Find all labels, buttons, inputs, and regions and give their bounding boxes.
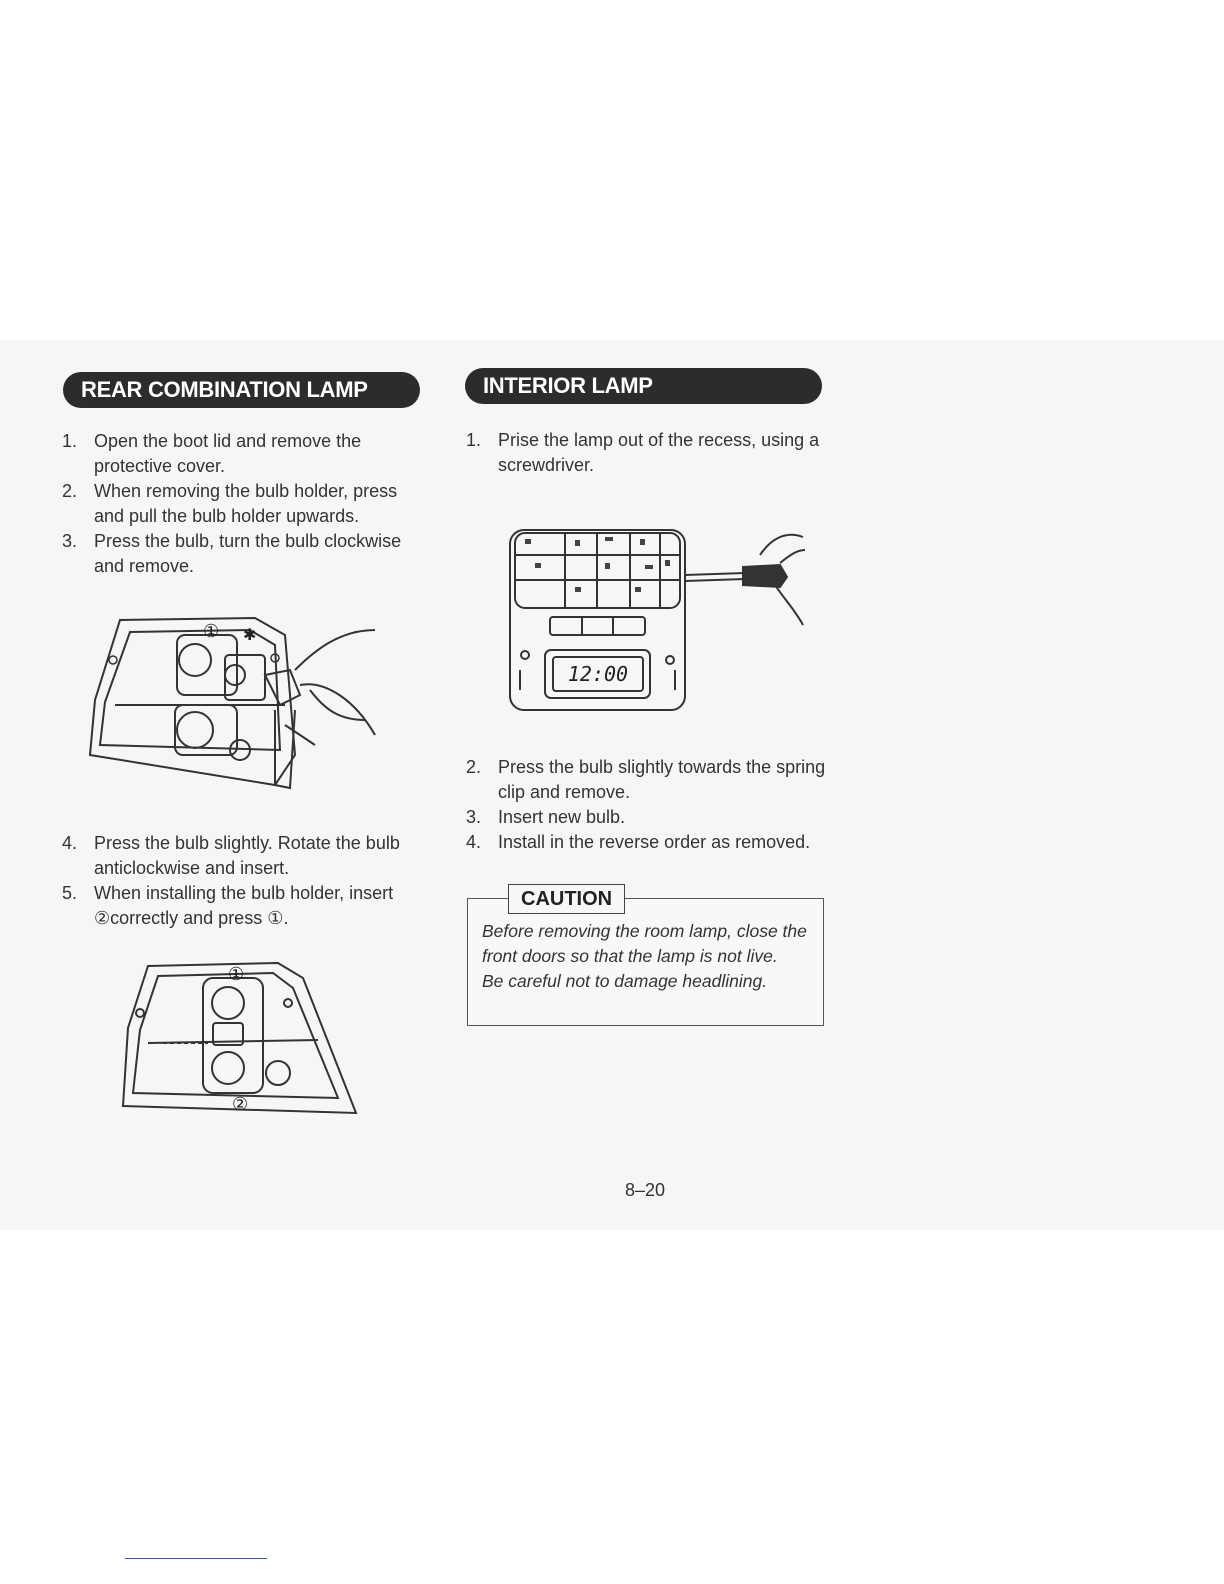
interior-lamp-illustration (505, 525, 810, 715)
caution-box (467, 888, 824, 1026)
clock-display: 12:00 (567, 662, 629, 686)
callout-1: ① (228, 964, 245, 984)
callout-2: ② (232, 1094, 249, 1114)
page-number: 8–20 (624, 1180, 666, 1200)
list-item: 4. Press the bulb slightly. Rotate the bulb anticlockwise and insert. (62, 833, 400, 878)
list-item: 2. Press the bulb slightly towards the spring clip and remove. (466, 757, 826, 802)
section-heading-rear-combination-lamp: REAR COMBINATION LAMP (63, 372, 420, 408)
section-heading-interior-lamp: INTERIOR LAMP (465, 368, 822, 404)
list-item: 3. Press the bulb, turn the bulb clockwise and remove. (62, 531, 402, 576)
list-item: 5. When installing the bulb holder, insert ②correctly and press ①. (62, 883, 394, 928)
footnote-rule (125, 1558, 267, 1559)
list-item: 1. Prise the lamp out of the recess, using a screwdriver. (466, 430, 820, 475)
caution-text (482, 919, 813, 994)
list-item: 1. Open the boot lid and remove the protective cover. (62, 431, 362, 476)
list-item: 2. When removing the bulb holder, press and pull the bulb holder upwards. (62, 481, 398, 526)
rear-lamp-install-illustration (118, 958, 363, 1118)
list-item: 3. Insert new bulb. (466, 807, 626, 827)
rear-lamp-steps-part1 (62, 429, 422, 579)
rear-lamp-removal-illustration (85, 610, 385, 795)
callout-1: ① (203, 621, 220, 641)
rear-lamp-steps-part2 (62, 831, 424, 931)
interior-lamp-steps-part1 (466, 428, 828, 478)
caution-line: Be careful not to damage headlining. (482, 971, 768, 991)
caution-label: CAUTION (508, 884, 625, 914)
svg-text:✱: ✱ (243, 627, 257, 644)
list-item: 4. Install in the reverse order as removed. (466, 832, 811, 852)
caution-line: Before removing the room lamp, close the front doors so that the lamp is not live. (482, 921, 807, 966)
interior-lamp-steps-part2 (466, 755, 828, 855)
